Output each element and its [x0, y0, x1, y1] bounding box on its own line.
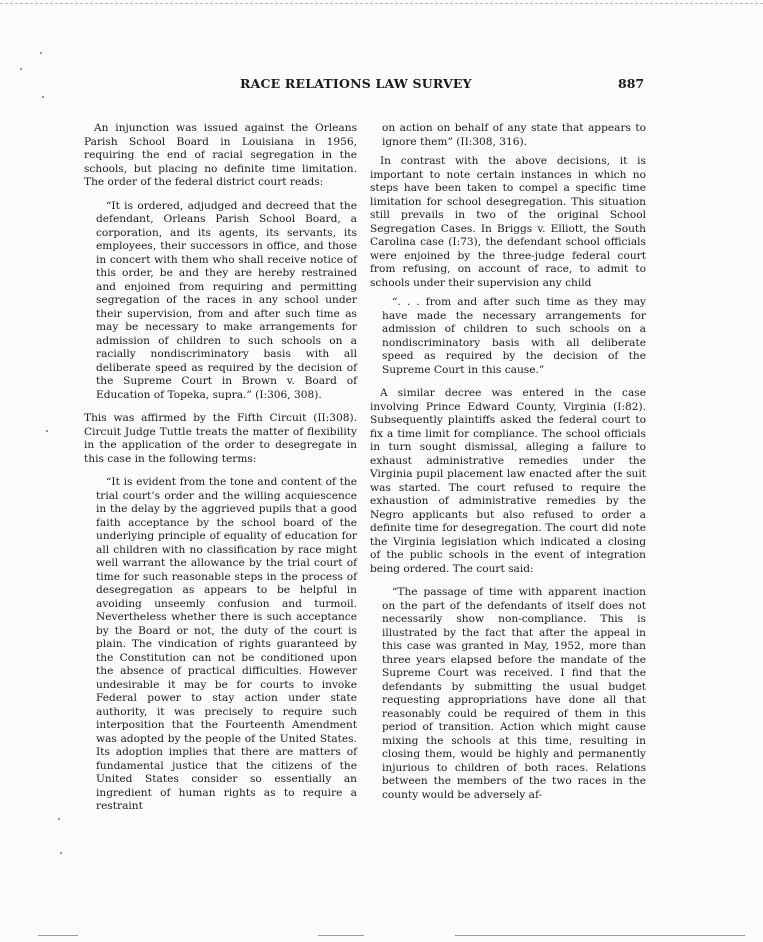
- scan-speck: [40, 52, 42, 54]
- block-quote: “It is ordered, adjudged and decreed that the defendant, Orleans Parish School Board, a corporation, and its agents, its servants, its employees, their successors in office, and those in concert with them who shall receive notice of this order, be and they are hereby restrained and enjoined from requiring and permitting segregation of the races in any school under their supervision, from and after such time as may be necessary to make arrangements for admission of children to such schools on a racially nondiscriminatory basis with all deliberate speed as required by the decision of the Supreme Court in Brown v. Board of Education of Topeka, supra.” (I:306, 308).: [96, 199, 357, 401]
- block-quote: “. . . from and after such time as they may have made the necessary arrangements for admission of children to such schools on a nondiscriminatory basis with all deliberate speed as required by the decision of the Supreme Court in this cause.”: [382, 296, 646, 376]
- top-dashed-border: [0, 3, 763, 4]
- scan-speck: [42, 96, 44, 98]
- paragraph: An injunction was issued against the Orleans Parish School Board in Louisiana in 1956, requiring the end of racial segregation in the schools, but placing no definite time limitation. The order of the federal district court reads:: [84, 122, 357, 188]
- scan-speck: [20, 68, 22, 70]
- bottom-scan-line: [38, 935, 78, 936]
- paragraph: In contrast with the above decisions, it is important to note certain instances in which no steps have been taken to compel a specific time limitation for school desegregation. This situation still prevails in two of the original School Segregation Cases. In Briggs v. Elliott, the South Carolina case (I:73), the defendant school officials were enjoined by the three-judge federal court from refusing, on account of race, to admit to schools under their supervision any child: [370, 155, 646, 289]
- running-title: RACE RELATIONS LAW SURVEY: [240, 76, 472, 91]
- page-number: 887: [618, 76, 645, 91]
- left-column: [84, 122, 357, 814]
- block-quote: “The passage of time with apparent inaction on the part of the defendants of itself does not necessarily show non-compliance. This is illustrated by the fact that after the appeal in this case was granted in May, 1952, more than three years elapsed before the mandate of the Supreme Court was received. I find that the defendants by submitting the usual budget requesting appropriations have done all that reasonably could be required of them in this period of transition. Action which might cause mixing the schools at this time, resulting in closing them, would be highly and permanently injurious to children of both races. Relations between the members of the two races in the county would be adversely af-: [382, 586, 646, 801]
- bottom-scan-line: [455, 935, 745, 936]
- block-quote-continued: on action on behalf of any state that appears to ignore them” (II:308, 316).: [382, 122, 646, 148]
- scan-speck: [46, 430, 48, 432]
- bottom-scan-line: [318, 935, 364, 936]
- scan-speck: [58, 818, 60, 820]
- block-quote: “It is evident from the tone and content of the trial court’s order and the willing acquiescence in the delay by the aggrieved pupils that a good faith acceptance by the school board of the underlying principle of equality of education for all children with no classification by race might well warrant the allowance by the trial court of time for such reasonable steps in the process of desegregation as appears to be helpful in avoiding unseemly confusion and turmoil. Nevertheless whether there is such acceptance by the Board or not, the duty of the court is plain. The vindication of rights guaranteed by the Constitution can not be conditioned upon the absence of practical difficulties. However undesirable it may be for courts to invoke Federal power to stay action under state authority, it was precisely to require such interposition that the Fourteenth Amendment was adopted by the people of the United States. Its adoption implies that there are matters of fundamental justice that the citizens of the United States consider so essentially an ingredient of human rights as to require a restraint: [96, 476, 357, 812]
- paragraph: A similar decree was entered in the case involving Prince Edward County, Virginia (I:82). Subsequently plaintiffs asked the federal court to fix a time limit for compliance. The school officials in turn sought dismissal, alleging a failure to exhaust administrative remedies under the Virginia pupil placement law enacted after the suit was started. The court refused to require the exhaustion of administrative remedies by the Negro applicants but also refused to order a definite time for desegregation. The court did note the Virginia legislation which indicated a closing of the public schools in the event of integration being ordered. The court said:: [370, 387, 646, 575]
- right-column: [370, 122, 646, 802]
- scan-speck: [60, 852, 62, 854]
- paragraph: This was affirmed by the Fifth Circuit (II:308). Circuit Judge Tuttle treats the matter of flexibility in the application of the order to desegregate in this case in the following terms:: [84, 412, 357, 465]
